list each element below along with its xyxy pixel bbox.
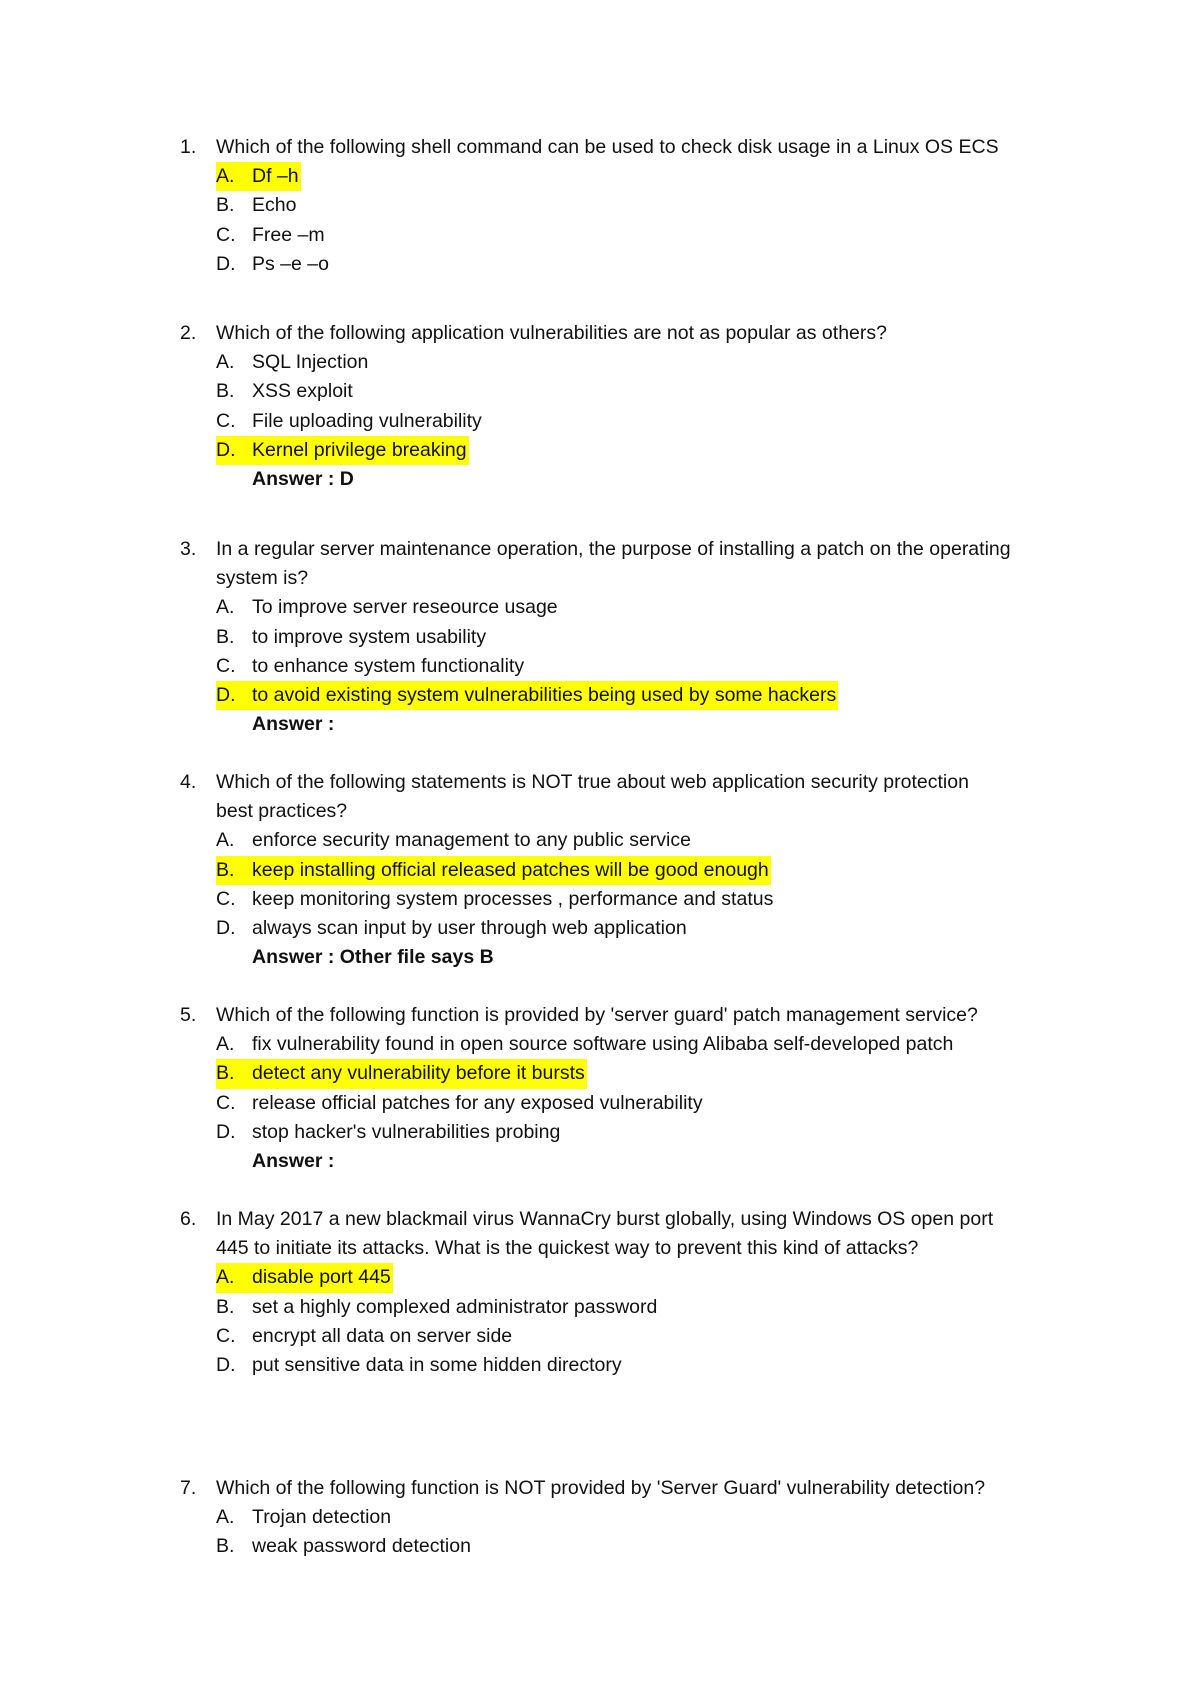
option-letter: D.: [216, 438, 236, 461]
question-6: [180, 1205, 1060, 1380]
option-letter: B.: [216, 858, 235, 881]
option-a-highlighted: [216, 162, 301, 191]
option-letter: B.: [216, 380, 235, 403]
question-text: Which of the following function is provided by 'server guard' patch management service?: [216, 1004, 978, 1026]
option-letter: C.: [216, 887, 236, 910]
option-text: put sensitive data in some hidden directory: [252, 1353, 622, 1376]
option-text: SQL Injection: [252, 351, 369, 374]
option-a: [216, 1030, 953, 1059]
option-text: stop hacker's vulnerabilities probing: [252, 1120, 561, 1143]
option-d: [216, 914, 687, 943]
option-text: enforce security management to any public service: [252, 829, 691, 852]
option-c: [216, 407, 482, 436]
option-text: weak password detection: [252, 1535, 471, 1558]
question-text: Which of the following function is NOT provided by 'Server Guard' vulnerability detection?: [216, 1477, 986, 1499]
question-text-continued: system is?: [216, 567, 309, 590]
question-2: [180, 319, 1060, 494]
question-5: [180, 1001, 1060, 1176]
option-text: disable port 445: [252, 1266, 391, 1289]
option-text: to enhance system functionality: [252, 654, 525, 677]
question-number: 2.: [180, 322, 197, 344]
question-number: 1.: [180, 136, 197, 158]
option-b: [216, 377, 353, 406]
option-b-highlighted: [216, 856, 771, 885]
option-text: To improve server reseource usage: [252, 596, 558, 619]
option-a: [216, 826, 691, 855]
option-text: keep installing official released patches will be good enough: [252, 858, 769, 881]
option-d: [216, 250, 329, 279]
option-letter: C.: [216, 409, 236, 432]
option-letter: C.: [216, 1091, 236, 1114]
option-d: [216, 1118, 560, 1147]
option-c: [216, 1322, 512, 1351]
option-text: encrypt all data on server side: [252, 1324, 513, 1347]
question-4: [180, 768, 1060, 972]
option-letter: A.: [216, 596, 235, 619]
option-a: [216, 1503, 391, 1532]
option-letter: C.: [216, 654, 236, 677]
option-letter: B.: [216, 1295, 235, 1318]
option-letter: A.: [216, 829, 235, 852]
question-text: Which of the following statements is NOT true about web application security protection: [216, 771, 969, 793]
option-letter: B.: [216, 1535, 235, 1558]
option-b: [216, 1293, 657, 1322]
option-letter: D.: [216, 1353, 236, 1376]
option-text: release official patches for any exposed vulnerability: [252, 1091, 703, 1114]
answer-label: Answer : D: [252, 467, 354, 490]
option-text: File uploading vulnerability: [252, 409, 482, 432]
option-text: always scan input by user through web application: [252, 916, 687, 939]
option-text: to avoid existing system vulnerabilities being used by some hackers: [252, 683, 837, 706]
question-1: [180, 133, 1060, 279]
question-number: 4.: [180, 771, 197, 793]
option-letter: C.: [216, 1324, 236, 1347]
option-text: Free –m: [252, 223, 325, 246]
option-text: keep monitoring system processes , performance and status: [252, 887, 774, 910]
option-letter: D.: [216, 916, 236, 939]
option-c: [216, 885, 773, 914]
option-text: Kernel privilege breaking: [252, 438, 467, 461]
option-letter: A.: [216, 1506, 235, 1529]
option-text: Df –h: [252, 165, 299, 188]
option-c: [216, 652, 524, 681]
option-text: to improve system usability: [252, 625, 487, 648]
option-text: detect any vulnerability before it bursts: [252, 1062, 585, 1085]
option-b: [216, 623, 486, 652]
option-b: [216, 191, 296, 220]
question-number: 3.: [180, 538, 197, 560]
option-c: [216, 1089, 703, 1118]
answer-label: Answer :: [252, 1149, 335, 1172]
question-text: In May 2017 a new blackmail virus WannaCry burst globally, using Windows OS open port: [216, 1208, 994, 1230]
option-letter: B.: [216, 194, 235, 217]
option-d-highlighted: [216, 681, 838, 710]
question-number: 5.: [180, 1004, 197, 1026]
question-number: 7.: [180, 1477, 197, 1499]
question-text: Which of the following shell command can be used to check disk usage in a Linux OS ECS: [216, 136, 999, 158]
option-a: [216, 348, 368, 377]
option-c: [216, 221, 325, 250]
option-a-highlighted: [216, 1263, 393, 1292]
option-letter: C.: [216, 223, 236, 246]
option-text: XSS exploit: [252, 380, 353, 403]
option-b-highlighted: [216, 1059, 587, 1088]
option-d: [216, 1351, 622, 1380]
option-text: Ps –e –o: [252, 252, 329, 275]
option-letter: D.: [216, 683, 236, 706]
option-text: Trojan detection: [252, 1506, 392, 1529]
question-text-continued: best practices?: [216, 800, 348, 823]
option-letter: A.: [216, 1266, 235, 1289]
option-letter: D.: [216, 1120, 236, 1143]
question-number: 6.: [180, 1208, 197, 1230]
answer-label: Answer : Other file says B: [252, 946, 494, 969]
question-text: In a regular server maintenance operation, the purpose of installing a patch on the operating: [216, 538, 1011, 560]
option-text: Echo: [252, 194, 297, 217]
option-letter: B.: [216, 1062, 235, 1085]
question-text: Which of the following application vulnerabilities are not as popular as others?: [216, 322, 887, 344]
question-text-continued: 445 to initiate its attacks. What is the quickest way to prevent this kind of attacks?: [216, 1237, 919, 1260]
option-letter: B.: [216, 625, 235, 648]
question-7: [180, 1474, 1060, 1562]
question-3: [180, 535, 1060, 739]
option-letter: A.: [216, 1033, 235, 1056]
answer-label: Answer :: [252, 713, 335, 736]
option-letter: A.: [216, 351, 235, 374]
option-text: fix vulnerability found in open source software using Alibaba self-developed patch: [252, 1033, 954, 1056]
option-a: [216, 593, 558, 622]
option-letter: D.: [216, 252, 236, 275]
option-letter: A.: [216, 165, 235, 188]
option-d-highlighted: [216, 436, 469, 465]
option-b: [216, 1532, 471, 1561]
option-text: set a highly complexed administrator password: [252, 1295, 658, 1318]
